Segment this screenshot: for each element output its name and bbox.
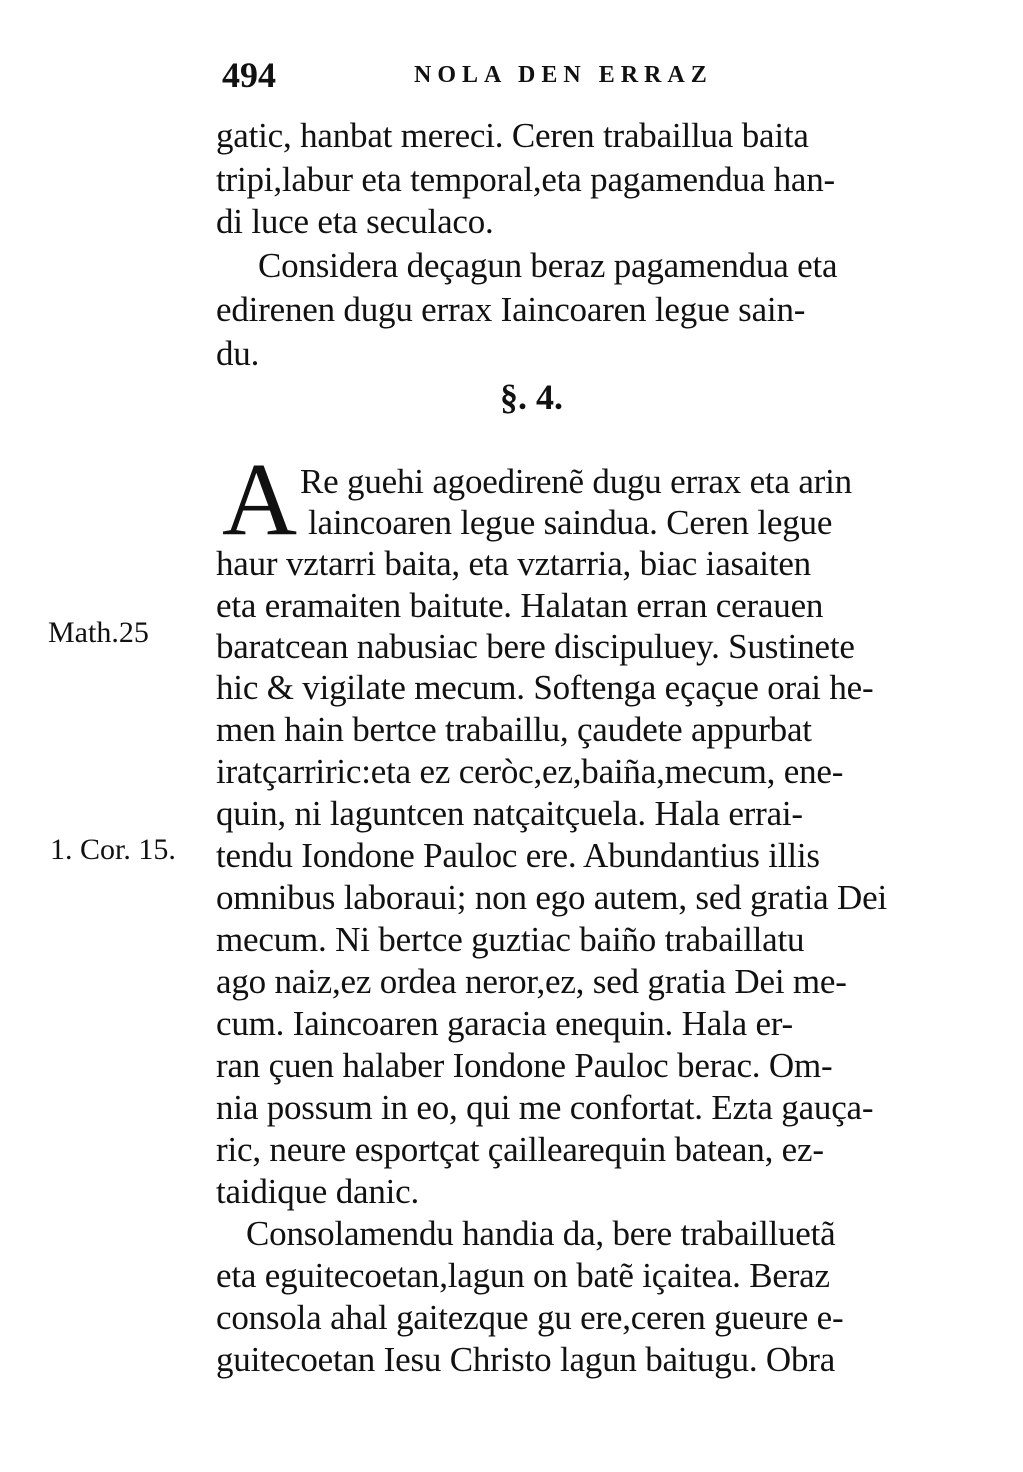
text-line: Considera deçagun beraz pagamendua eta	[258, 246, 838, 285]
text-line: di luce eta seculaco.	[216, 202, 494, 241]
text-line: cum. Iaincoaren garacia enequin. Hala er-	[216, 1004, 794, 1043]
margin-note-corinthians: 1. Cor. 15.	[50, 833, 176, 866]
running-title: NOLA DEN ERRAZ	[414, 62, 713, 88]
text-line: tendu Iondone Pauloc ere. Abundantius illis	[216, 836, 820, 875]
margin-note-math: Math.25	[48, 616, 149, 649]
text-line: du.	[216, 334, 260, 373]
text-line: laincoaren legue saindua. Ceren legue	[308, 503, 833, 542]
text-line: omnibus laboraui; non ego autem, sed gratia Dei	[216, 878, 887, 917]
text-line: gatic, hanbat mereci. Ceren trabaillua baita	[216, 116, 809, 155]
text-line: quin, ni laguntcen natçaitçuela. Hala errai-	[216, 794, 803, 833]
text-line: edirenen dugu errax Iaincoaren legue sain-	[216, 290, 806, 329]
drop-cap: A	[222, 442, 298, 557]
page-number: 494	[222, 55, 276, 95]
text-line: Re guehi agoedirenẽ dugu errax eta arin	[300, 462, 852, 501]
text-line: ric, neure esportçat çaillearequin batean, ez-	[216, 1130, 824, 1169]
text-line: tripi,labur eta temporal,eta pagamendua han-	[216, 160, 835, 199]
text-line: ran çuen halaber Iondone Pauloc berac. Om-	[216, 1046, 833, 1085]
text-line: Consolamendu handia da, bere trabailluetã	[246, 1214, 836, 1253]
text-line: taidique danic.	[216, 1172, 420, 1211]
text-line: eta eguitecoetan,lagun on batẽ içaitea. Beraz	[216, 1256, 830, 1295]
text-line: mecum. Ni bertce guztiac baiño trabaillatu	[216, 920, 805, 959]
section-mark: §. 4.	[500, 377, 563, 417]
text-line: ago naiz,ez ordea neror,ez, sed gratia Dei me-	[216, 962, 847, 1001]
text-line: eta eramaiten baitute. Halatan erran cerauen	[216, 586, 824, 625]
text-line: men hain bertce trabaillu, çaudete appurbat	[216, 710, 812, 749]
text-line: consola ahal gaitezque gu ere,ceren gueure e-	[216, 1298, 844, 1337]
text-line: hic & vigilate mecum. Softenga eçaçue orai he-	[216, 668, 874, 707]
text-line: baratcean nabusiac bere discipuluey. Sustinete	[216, 627, 855, 666]
text-line: guitecoetan Iesu Christo lagun baitugu. Obra	[216, 1340, 836, 1379]
text-line: haur vztarri baita, eta vztarria, biac iasaiten	[216, 544, 811, 583]
text-line: nia possum in eo, qui me confortat. Ezta gauça-	[216, 1088, 874, 1127]
text-line: iratçarriric:eta ez ceròc,ez,baiña,mecum, ene-	[216, 752, 844, 791]
